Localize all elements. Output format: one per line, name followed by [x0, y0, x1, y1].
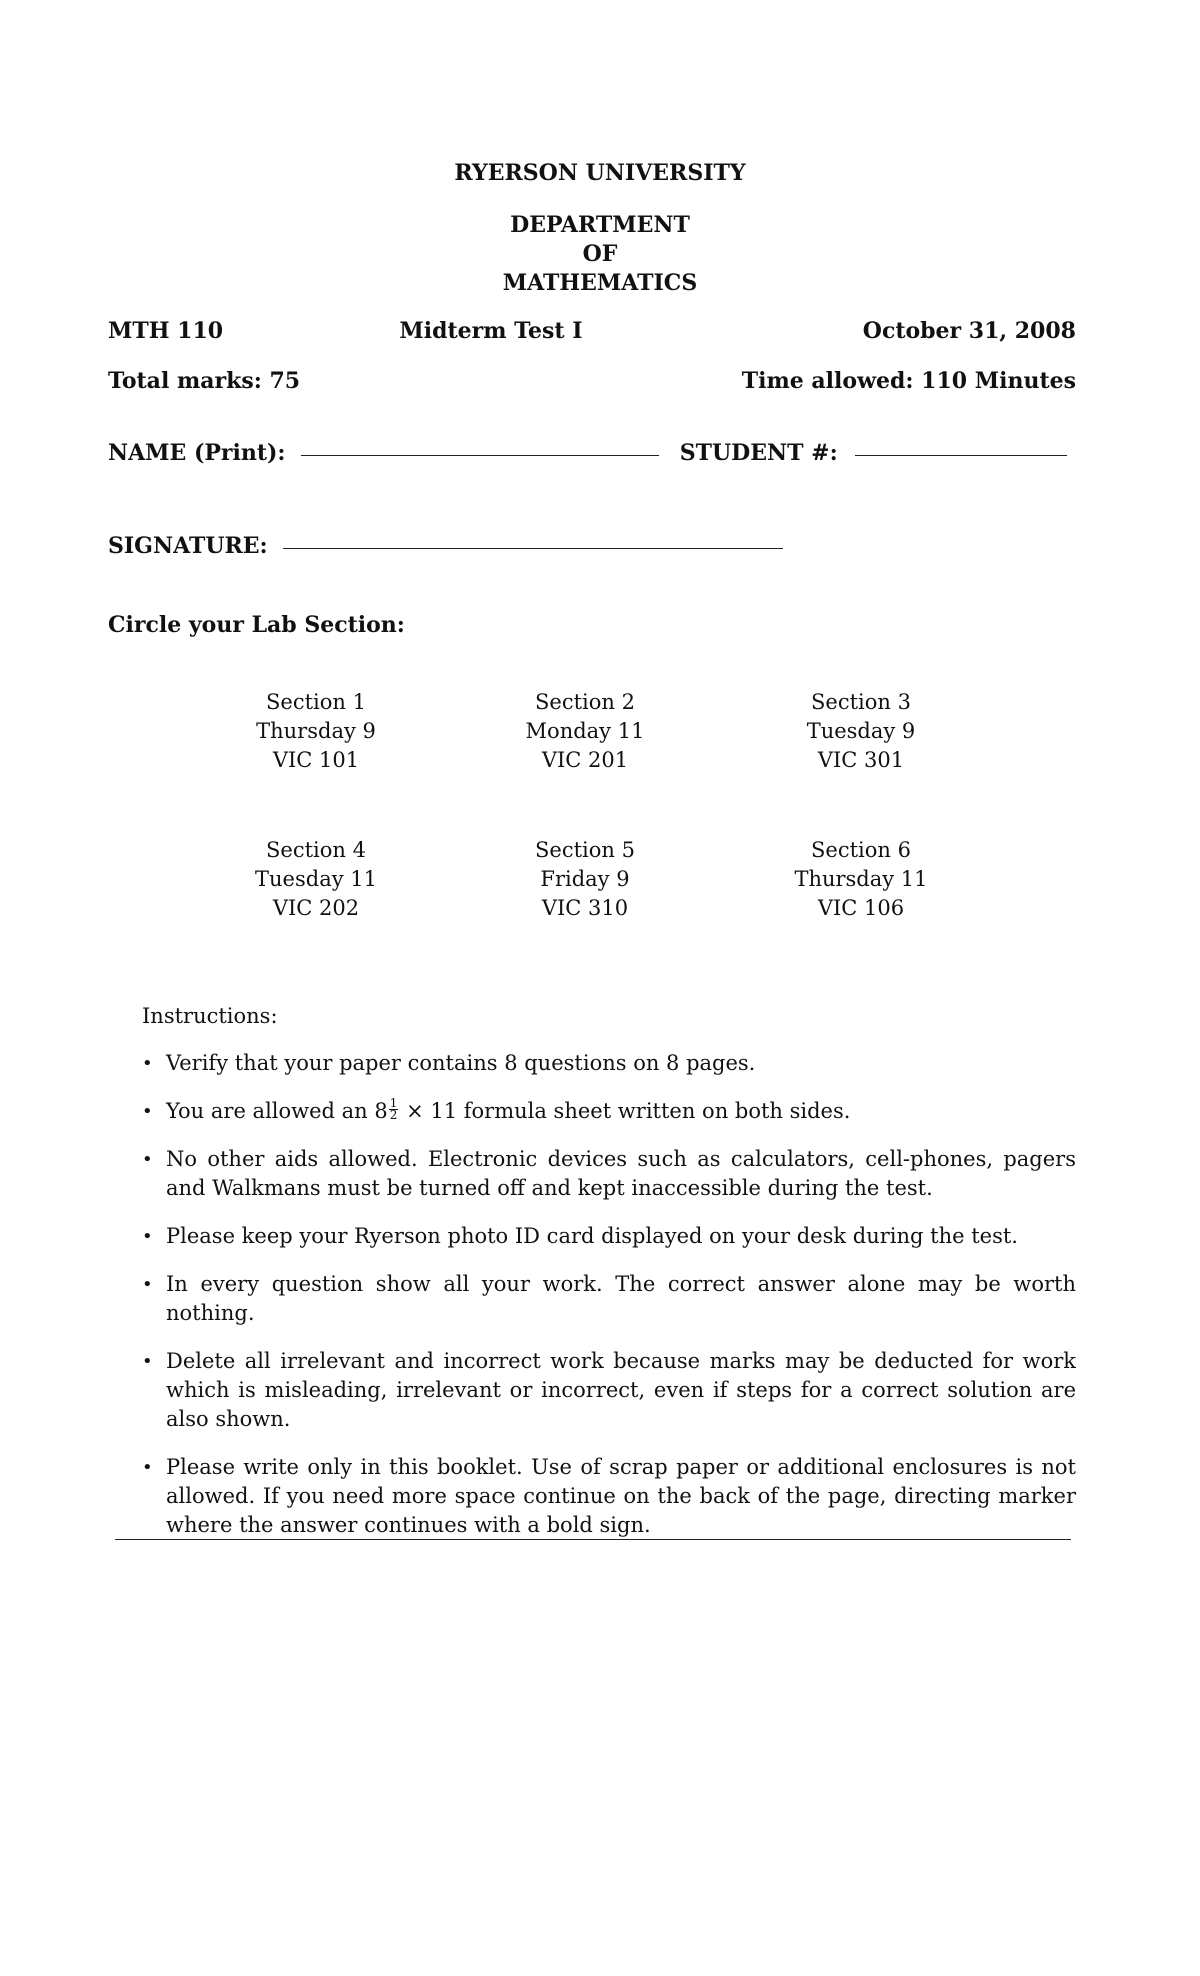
lab-section-prompt: Circle your Lab Section: [108, 612, 405, 638]
exam-meta-row [108, 368, 1076, 394]
lab-section-option[interactable] [206, 836, 426, 923]
student-number-label: STUDENT #: [679, 440, 838, 466]
section-number: Section 3 [811, 690, 911, 714]
instruction-text: In every question show all your work. The correct answer alone may be worth nothing. [166, 1272, 1076, 1325]
department-heading [0, 211, 1200, 298]
course-code: MTH 110 [108, 318, 224, 344]
section-room: VIC 106 [817, 896, 905, 920]
instructions-list [142, 1049, 1076, 1540]
instructions-block [142, 1002, 1076, 1559]
bullet-icon: • [142, 1351, 153, 1372]
bottom-divider [115, 1539, 1071, 1540]
section-day: Monday 11 [525, 719, 645, 743]
list-item [142, 1222, 1076, 1251]
section-day: Tuesday 9 [806, 719, 916, 743]
department-line: DEPARTMENT [510, 212, 690, 238]
list-item [142, 1270, 1076, 1328]
department-line: OF [582, 241, 618, 267]
lab-section-option[interactable] [475, 688, 695, 775]
section-room: VIC 202 [272, 896, 360, 920]
section-number: Section 6 [811, 838, 911, 862]
lab-section-option[interactable] [475, 836, 695, 923]
bullet-icon: • [142, 1274, 153, 1295]
bullet-icon: • [142, 1226, 153, 1247]
signature-input-line[interactable] [283, 548, 783, 549]
section-day: Thursday 11 [794, 867, 928, 891]
fraction [389, 1098, 399, 1121]
signature-label: SIGNATURE: [108, 533, 268, 559]
signature-row [108, 533, 783, 559]
total-marks: Total marks: 75 [108, 368, 301, 394]
section-day: Friday 9 [540, 867, 630, 891]
section-number: Section 2 [535, 690, 635, 714]
lab-section-option[interactable] [751, 688, 971, 775]
name-label: NAME (Print): [108, 440, 286, 466]
name-student-row [108, 440, 1076, 466]
student-number-input-line[interactable] [855, 455, 1067, 456]
instruction-text: Please keep your Ryerson photo ID card displayed on your desk during the test. [166, 1224, 1018, 1248]
list-item [142, 1049, 1076, 1078]
exam-date: October 31, 2008 [862, 318, 1076, 344]
exam-info-row [108, 318, 1076, 344]
instruction-text: No other aids allowed. Electronic devices such as calculators, cell-phones, pagers and Walkmans must be turned off and kept inaccessible during the test. [166, 1147, 1076, 1200]
section-day: Thursday 9 [256, 719, 376, 743]
time-allowed: Time allowed: 110 Minutes [741, 368, 1076, 394]
department-line: MATHEMATICS [502, 270, 698, 296]
fraction-numerator: 1 [389, 1096, 398, 1110]
university-name: RYERSON UNIVERSITY [454, 160, 746, 186]
list-item [142, 1347, 1076, 1434]
section-room: VIC 310 [541, 896, 629, 920]
instruction-text: Verify that your paper contains 8 questions on 8 pages. [166, 1051, 756, 1075]
section-number: Section 5 [535, 838, 635, 862]
name-input-line[interactable] [301, 455, 659, 456]
instruction-text: Please write only in this booklet. Use of scrap paper or additional enclosures is not allowed. If you need more space continue on the back of the page, directing marker where the answer continues with a bold sign. [166, 1455, 1076, 1537]
list-item [142, 1145, 1076, 1203]
section-day: Tuesday 11 [255, 867, 377, 891]
bullet-icon: • [142, 1053, 153, 1074]
section-room: VIC 301 [817, 748, 905, 772]
list-item [142, 1453, 1076, 1540]
section-room: VIC 201 [541, 748, 629, 772]
instruction-text-pre: You are allowed an 8 [166, 1099, 388, 1123]
instruction-text: Delete all irrelevant and incorrect work because marks may be deducted for work which is misleading, irrelevant or incorrect, even if steps for a correct solution are also shown. [166, 1349, 1076, 1431]
lab-section-option[interactable] [751, 836, 971, 923]
bullet-icon: • [142, 1149, 153, 1170]
fraction-denominator: 2 [389, 1108, 398, 1122]
list-item [142, 1097, 1076, 1126]
lab-section-option[interactable] [206, 688, 426, 775]
bullet-icon: • [142, 1457, 153, 1478]
section-number: Section 1 [266, 690, 366, 714]
exam-title: Midterm Test I [399, 318, 583, 344]
instructions-title: Instructions: [142, 1004, 278, 1028]
section-room: VIC 101 [272, 748, 360, 772]
section-number: Section 4 [266, 838, 366, 862]
instruction-text-post: × 11 formula sheet written on both sides. [399, 1099, 851, 1123]
bullet-icon: • [142, 1101, 153, 1122]
